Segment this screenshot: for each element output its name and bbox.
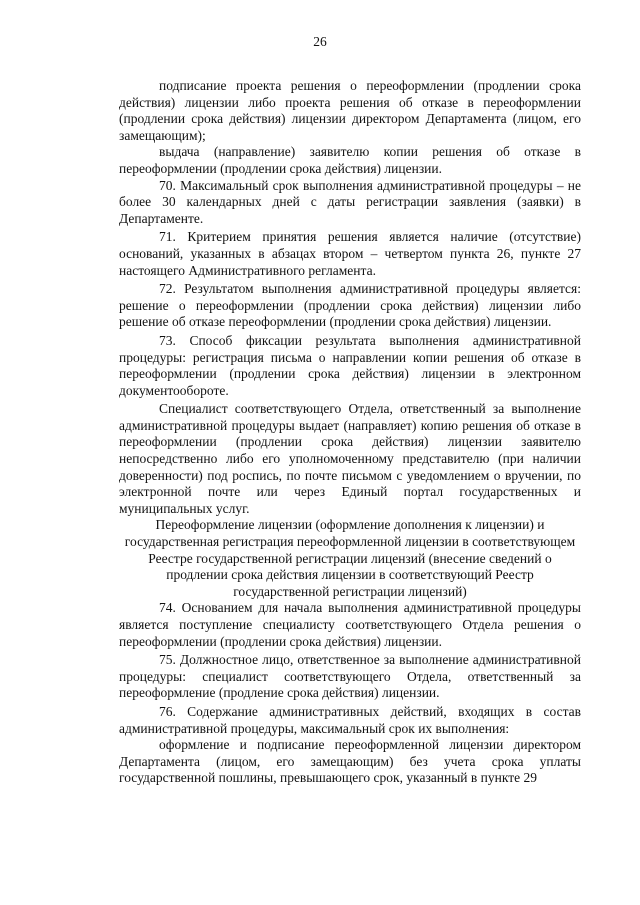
paragraph-72: 72. Результатом выполнения административной процедуры является: решение о переоформлении (продлении срока действия) лицензии либо решение об отказе переоформлении (продлении срока действия) лицензии. — [119, 281, 581, 330]
document-body — [119, 78, 581, 787]
paragraph-75: 75. Должностное лицо, ответственное за выполнение административной процедуры: специалист соответствующего Отдела, ответственный за переоформление (продление срока действия) лицензии. — [119, 652, 581, 701]
paragraph-70: 70. Максимальный срок выполнения административной процедуры – не более 30 календарных дней с даты регистрации заявления (заявки) в Департаменте. — [119, 177, 581, 226]
paragraph-76: 76. Содержание административных действий, входящих в состав административной процедуры, максимальный срок их выполнения: — [119, 703, 581, 736]
paragraph-specialist: Специалист соответствующего Отдела, ответственный за выполнение административной процедуры выдает (направляет) копию решения об отказе в переоформлении (продлении срока действия) лицензии заявителю непосредственно либо его уполномоченному представителю (при наличии доверенности) под роспись, по почте письмом с уведомлением о вручении, по электронной почте или через Единый портал государственных и муниципальных услуг. — [119, 401, 581, 516]
paragraph-registration: оформление и подписание переоформленной лицензии директором Департамента (лицом, его замещающим) без учета срока уплаты государственной пошлины, превышающего срок, указанный в пункте 29 — [119, 737, 581, 786]
paragraph-signing: подписание проекта решения о переоформлении (продлении срока действия) лицензии либо проекта решения об отказе в переоформлении (продлении срока действия) лицензии директором Департамента (лицом, его замещающим); — [119, 78, 581, 143]
section-heading: Переоформление лицензии (оформление дополнения к лицензии) и государственная регистрация переоформленной лицензии в соответствующем Реестре государственной регистрации лицензий (внесение сведений о продлении срока действия лицензии в соответствующий Реестр государственной регистрации лицензий) — [124, 517, 576, 599]
paragraph-issuance: выдача (направление) заявителю копии решения об отказе в переоформлении (продлении срока действия) лицензии. — [119, 144, 581, 176]
page-number: 26 — [313, 34, 327, 49]
paragraph-73: 73. Способ фиксации результата выполнения административной процедуры: регистрация письма о направлении копии решения об отказе в переоформлении (продлении срока действия) лицензии в электронном документообороте. — [119, 332, 581, 398]
paragraph-74: 74. Основанием для начала выполнения административной процедуры является поступление специалисту соответствующего Отдела решения о переоформлении (продлении срока действия) лицензии. — [119, 600, 581, 649]
paragraph-71: 71. Критерием принятия решения является наличие (отсутствие) оснований, указанных в абзацах втором – четвертом пункта 26, пункте 27 настоящего Административного регламента. — [119, 229, 581, 278]
